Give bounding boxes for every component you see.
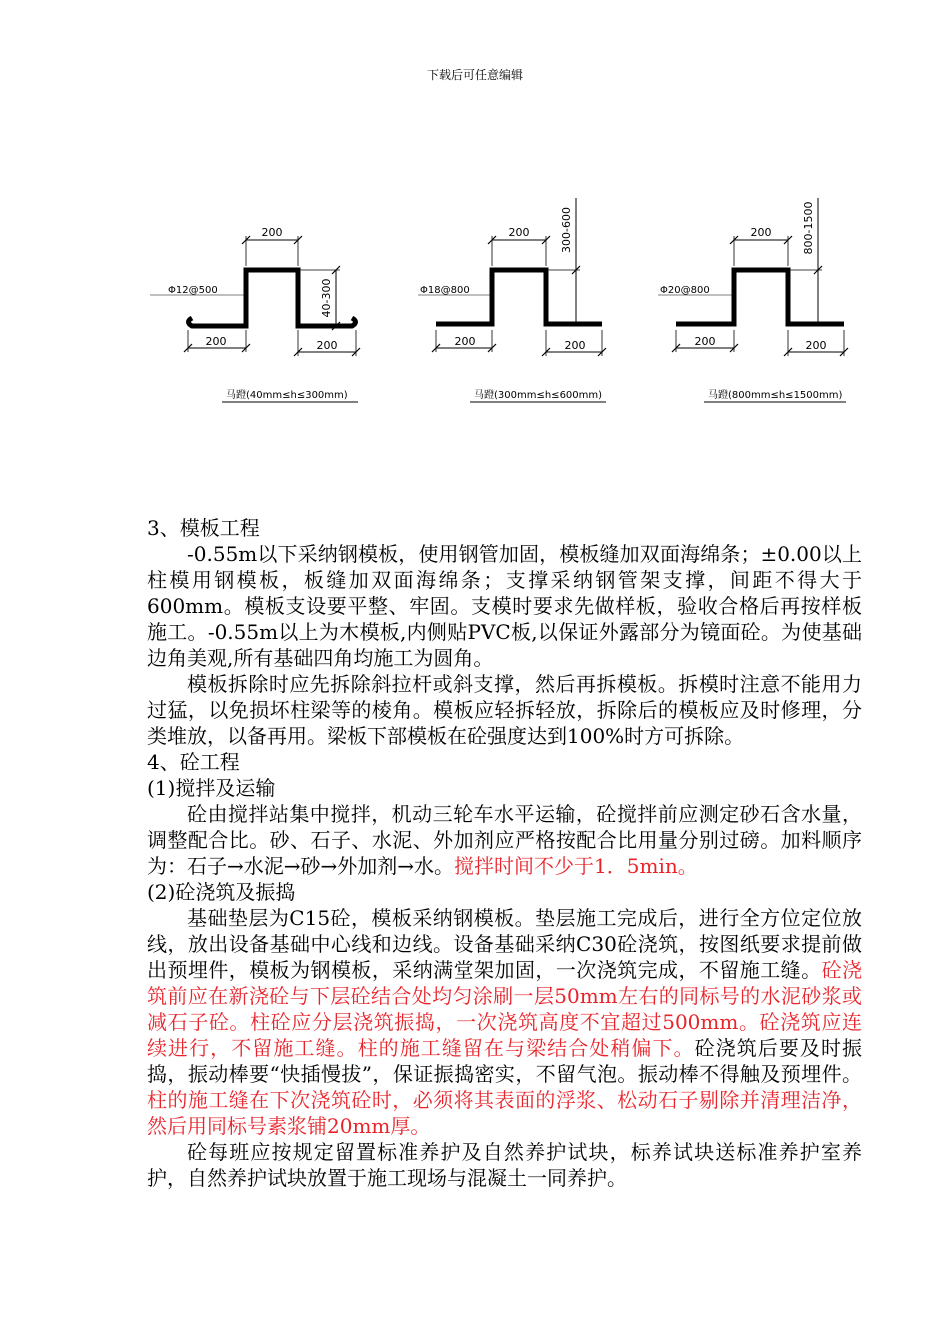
fig3-right-dim: 200 bbox=[805, 339, 827, 352]
section-4-title: 4、砼工程 bbox=[147, 750, 240, 774]
fig2-height-dim: 300-600 bbox=[560, 207, 573, 253]
figure-3 bbox=[658, 198, 848, 402]
fig3-top-dim: 200 bbox=[750, 226, 772, 239]
fig1-top-dim: 200 bbox=[261, 226, 283, 239]
sec4-p2-highlight-a: 砼浇筑前应在新浇砼与下层砼结合处均匀涂刷一层50mm左右的同标号的水泥砂浆或减石子砼。柱砼应分层浇筑振捣，一次浇筑高度不宜超过500mm。砼浇筑应连续进行，不留施工缝。柱的施工缝留在与梁结合处稍偏下。 bbox=[147, 958, 863, 1060]
document-body bbox=[147, 515, 862, 1191]
rebar-chair-diagrams bbox=[0, 0, 950, 420]
sec3-paragraph-1: -0.55m以下采纳钢模板，使用钢管加固，模板缝加双面海绵条；±0.00以上柱模用钢模板，板缝加双面海绵条；支撑采纳钢管架支撑，间距不得大于600mm。模板支设要平整、牢固。支模时要求先做样板，验收合格后再按样板施工。-0.55m以上为木模板,内侧贴PVC板,以保证外露部分为镜面砼。为使基础边角美观,所有基础四角均施工为圆角。 bbox=[147, 542, 862, 670]
sec4-subheading-1: (1)搅拌及运输 bbox=[147, 776, 276, 800]
section-3-title: 3、模板工程 bbox=[147, 516, 260, 540]
fig2-caption: 马蹬(300mm≤h≤600mm) bbox=[474, 390, 603, 401]
fig2-top-dim: 200 bbox=[508, 226, 530, 239]
sec4-p2-text-b: 砼浇筑后要及时振捣，振动棒要“快插慢拔”，保证振捣密实，不留气泡。振动棒不得触及预埋件。 bbox=[147, 1036, 863, 1086]
sec4-paragraph-2 bbox=[147, 905, 862, 1139]
figure-2 bbox=[418, 198, 606, 402]
page-header: 下载后可任意编辑 bbox=[426, 68, 523, 82]
sec4-p2-highlight-b: 柱的施工缝在下次浇筑砼时，必须将其表面的浮浆、松动石子剔除并清理洁净，然后用同标号素浆铺20mm厚。 bbox=[147, 1088, 862, 1138]
fig1-rebar-label: Φ12@500 bbox=[168, 285, 218, 296]
sec4-p1-highlight: 搅拌时间不少于1．5min。 bbox=[454, 854, 698, 878]
fig1-height-dim: 40-300 bbox=[320, 278, 333, 318]
sec4-subheading-2: (2)砼浇筑及振捣 bbox=[147, 880, 296, 904]
fig3-rebar-label: Φ20@800 bbox=[660, 285, 710, 296]
sec4-paragraph-1 bbox=[147, 801, 862, 879]
fig1-right-dim: 200 bbox=[316, 339, 338, 352]
figure-1 bbox=[150, 226, 360, 402]
fig2-left-dim: 200 bbox=[454, 335, 476, 348]
sec4-p1-text: 砼由搅拌站集中搅拌，机动三轮车水平运输，砼搅拌前应测定砂石含水量，调整配合比。砂、石子、水泥、外加剂应严格按配合比用量分别过磅。加料顺序为：石子→水泥→砂→外加剂→水。 bbox=[147, 802, 862, 878]
fig3-left-dim: 200 bbox=[694, 335, 716, 348]
sec4-p2-text-a: 基础垫层为C15砼，模板采纳钢模板。垫层施工完成后，进行全方位定位放线，放出设备基础中心线和边线。设备基础采纳C30砼浇筑，按图纸要求提前做出预埋件，模板为钢模板，采纳满堂架加固，一次浇筑完成，不留施工缝。 bbox=[147, 906, 862, 982]
fig1-caption: 马蹬(40mm≤h≤300mm) bbox=[226, 390, 348, 401]
sec4-paragraph-3: 砼每班应按规定留置标准养护及自然养护试块，标养试块送标准养护室养护，自然养护试块放置于施工现场与混凝土一同养护。 bbox=[147, 1140, 862, 1190]
fig2-right-dim: 200 bbox=[564, 339, 586, 352]
fig1-left-dim: 200 bbox=[205, 335, 227, 348]
fig3-caption: 马蹬(800mm≤h≤1500mm) bbox=[708, 390, 843, 401]
fig2-rebar-label: Φ18@800 bbox=[420, 285, 470, 296]
fig3-height-dim: 800-1500 bbox=[802, 201, 815, 255]
sec3-paragraph-2: 模板拆除时应先拆除斜拉杆或斜支撑，然后再拆模板。拆模时注意不能用力过猛，以免损坏柱梁等的棱角。模板应轻拆轻放，拆除后的模板应及时修理，分类堆放，以备再用。梁板下部模板在砼强度达到100%时方可拆除。 bbox=[147, 672, 862, 748]
